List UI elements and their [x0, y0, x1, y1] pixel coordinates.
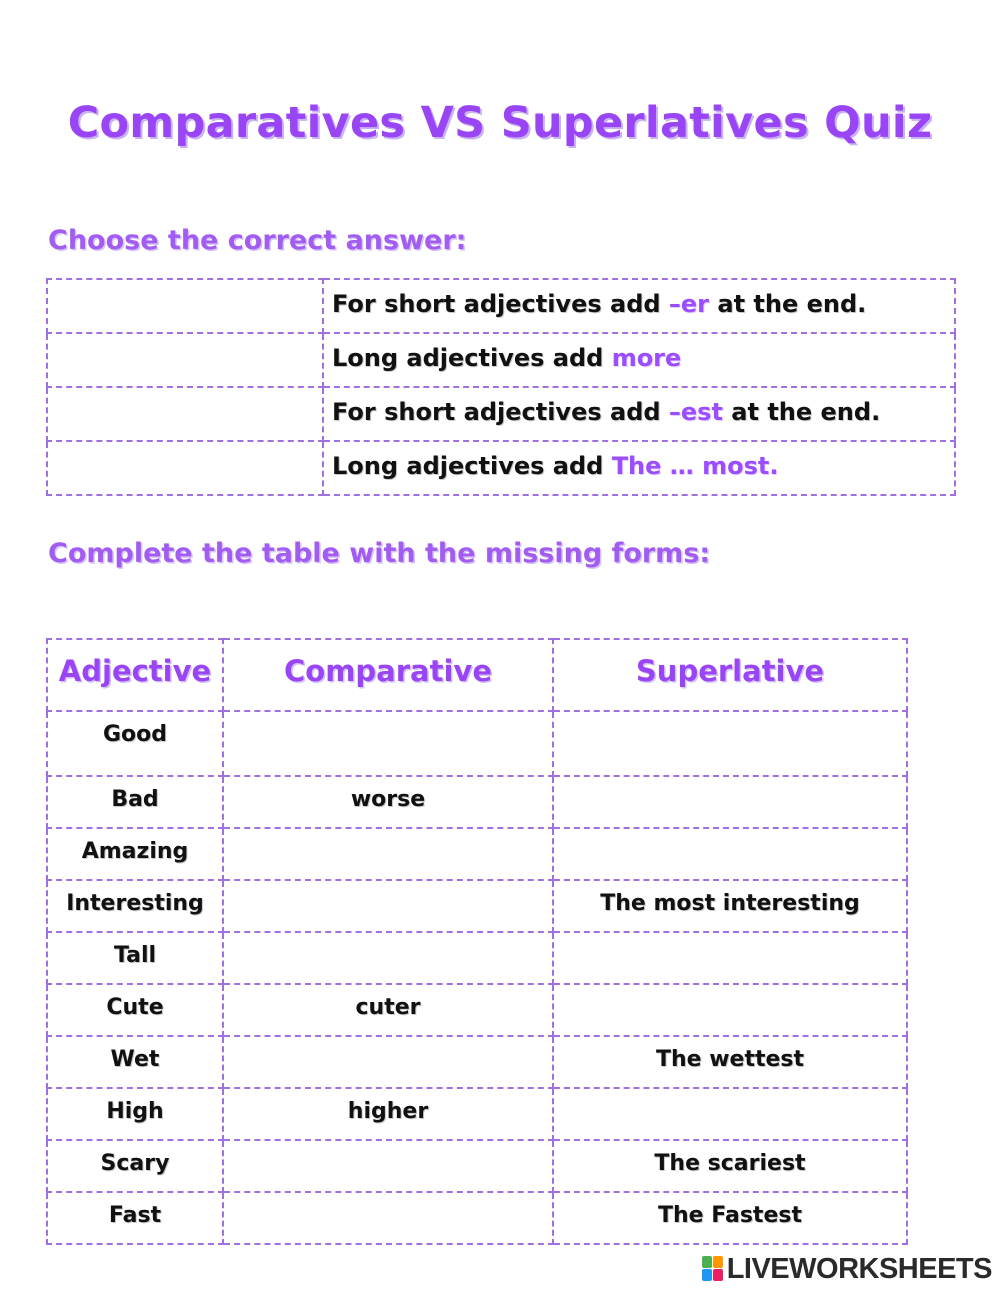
table-row	[47, 1036, 907, 1088]
section-heading-choose: Choose the correct answer:	[48, 225, 467, 256]
adjective-cell: Interesting	[47, 880, 223, 932]
rule-row	[47, 279, 955, 333]
answer-cell[interactable]	[47, 441, 323, 495]
comparative-cell: cuter	[223, 984, 553, 1036]
rule-row	[47, 387, 955, 441]
table-row	[47, 880, 907, 932]
superlative-cell: The scariest	[553, 1140, 907, 1192]
adjective-cell: Bad	[47, 776, 223, 828]
adjective-cell: Scary	[47, 1140, 223, 1192]
table-row	[47, 984, 907, 1036]
comparative-cell[interactable]	[223, 1192, 553, 1244]
section-heading-complete: Complete the table with the missing forms:	[48, 538, 711, 569]
header-row	[47, 639, 907, 711]
rule-text: Long adjectives add The … most.	[323, 441, 955, 495]
rules-table	[46, 278, 956, 496]
superlative-cell: The wettest	[553, 1036, 907, 1088]
superlative-cell[interactable]	[553, 984, 907, 1036]
superlative-cell: The Fastest	[553, 1192, 907, 1244]
liveworksheets-icon	[702, 1256, 724, 1282]
comparative-cell[interactable]	[223, 932, 553, 984]
forms-table	[46, 638, 908, 1245]
rule-text: For short adjectives add –est at the end.	[323, 387, 955, 441]
answer-cell[interactable]	[47, 333, 323, 387]
rule-row	[47, 333, 955, 387]
superlative-cell[interactable]	[553, 776, 907, 828]
liveworksheets-logo[interactable]	[702, 1252, 992, 1286]
rule-text: For short adjectives add –er at the end.	[323, 279, 955, 333]
superlative-cell[interactable]	[553, 1088, 907, 1140]
page-title: Comparatives VS Superlatives Quiz	[67, 98, 933, 148]
logo-text: LIVEWORKSHEETS	[726, 1252, 992, 1285]
superlative-cell: The most interesting	[553, 880, 907, 932]
table-row	[47, 776, 907, 828]
adjective-cell: Wet	[47, 1036, 223, 1088]
comparative-cell[interactable]	[223, 828, 553, 880]
comparative-cell[interactable]	[223, 1036, 553, 1088]
adjective-cell: Tall	[47, 932, 223, 984]
adjective-cell: High	[47, 1088, 223, 1140]
adjective-cell: Good	[47, 711, 223, 776]
superlative-cell[interactable]	[553, 828, 907, 880]
comparative-cell[interactable]	[223, 880, 553, 932]
superlative-cell[interactable]	[553, 711, 907, 776]
rule-row	[47, 441, 955, 495]
rule-text: Long adjectives add more	[323, 333, 955, 387]
table-row	[47, 828, 907, 880]
answer-cell[interactable]	[47, 387, 323, 441]
adjective-cell: Fast	[47, 1192, 223, 1244]
header-superlative: Superlative	[553, 639, 907, 711]
header-adjective: Adjective	[47, 639, 223, 711]
table-row	[47, 932, 907, 984]
comparative-cell: worse	[223, 776, 553, 828]
table-row	[47, 1140, 907, 1192]
header-comparative: Comparative	[223, 639, 553, 711]
adjective-cell: Cute	[47, 984, 223, 1036]
adjective-cell: Amazing	[47, 828, 223, 880]
comparative-cell[interactable]	[223, 1140, 553, 1192]
answer-cell[interactable]	[47, 279, 323, 333]
comparative-cell[interactable]	[223, 711, 553, 776]
superlative-cell[interactable]	[553, 932, 907, 984]
table-row	[47, 711, 907, 776]
table-row	[47, 1088, 907, 1140]
comparative-cell: higher	[223, 1088, 553, 1140]
table-row	[47, 1192, 907, 1244]
